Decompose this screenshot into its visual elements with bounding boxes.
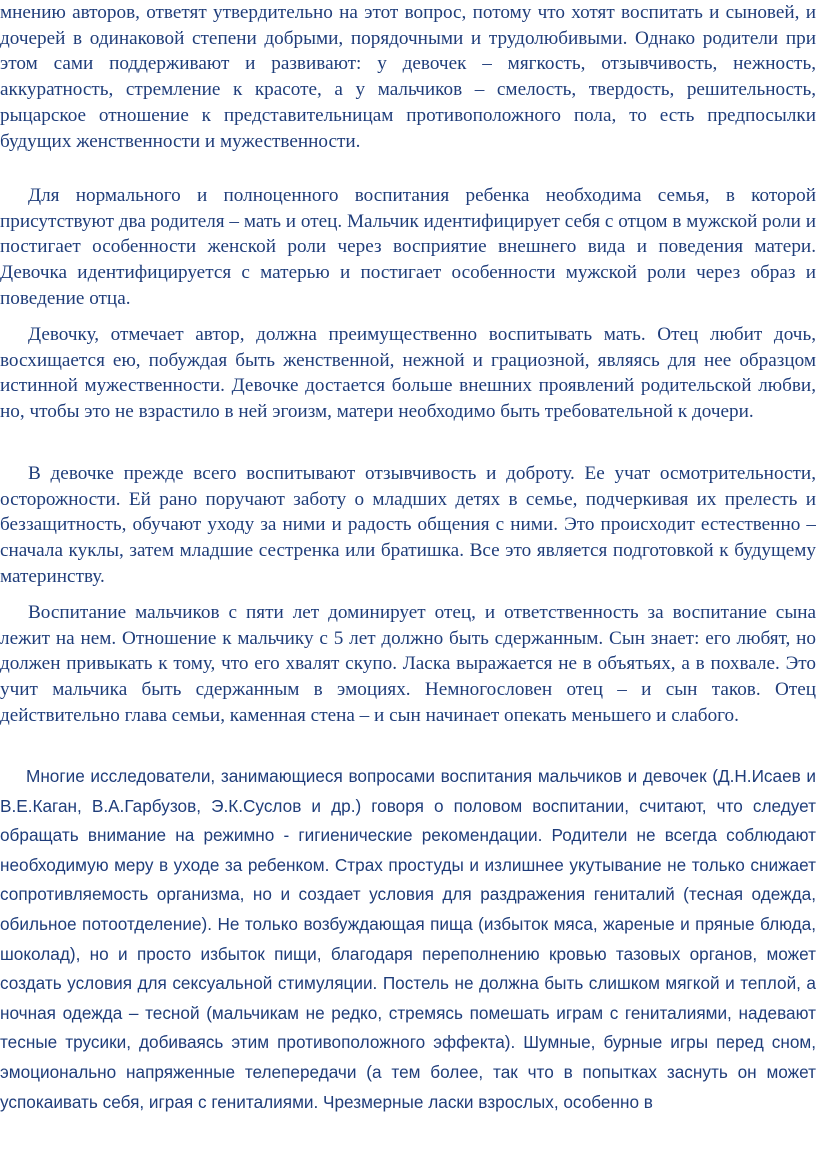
paragraph-1: мнению авторов, ответят утвердительно на этот вопрос, потому что хотят воспитать и сыновей, и дочерей в одинаковой степени добрыми, порядочными и трудолюбивыми. Однако родители при этом сами поддерживают и развивают: у девочек – мягкость, отзывчивость, нежность, аккуратность, стремление к красоте, а у мальчиков – смелость, твердость, решительность, рыцарское отношение к представительницам противоположного пола, то есть предпосылки будущих женственности и мужественности. [0, 2, 816, 152]
paragraph-2: Для нормального и полноценного воспитания ребенка необходима семья, в которой присутствуют два родителя – мать и отец. Мальчик идентифицирует себя с отцом в мужской роли и постигает особенности женской роли через восприятие внешнего вида и поведения матери. Девочка идентифицируется с матерью и постигает особенности мужской роли через образ и поведение отца. [0, 185, 816, 309]
paragraph-4: В девочке прежде всего воспитывают отзывчивость и доброту. Ее учат осмотрительности, осторожности. Ей рано поручают заботу о младших детях в семье, подчеркивая их прелесть и беззащитность, обучают уходу за ними и радость общения с ними. Это происходит естественно – сначала куклы, затем младшие сестренка или братишка. Все это является подготовкой к будущему материнству. [0, 463, 816, 587]
paragraph-5: Воспитание мальчиков с пяти лет доминирует отец, и ответственность за воспитание сына лежит на нем. Отношение к мальчику с 5 лет должно быть сдержанным. Сын знает: его любят, но должен привыкать к тому, что его хвалят скупо. Ласка выражается не в объятьях, а в похвале. Это учит мальчика быть сдержанным в эмоциях. Немногословен отец – и сын таков. Отец действительно глава семьи, каменная стена – и сын начинает опекать меньшего и слабого. [0, 602, 816, 726]
paragraph-3: Девочку, отмечает автор, должна преимущественно воспитывать мать. Отец любит дочь, восхищается ею, побуждая быть женственной, нежной и грациозной, являясь для нее образцом истинной мужественности. Девочке достается больше внешних проявлений родительской любви, но, чтобы это не взрастило в ней эгоизм, матери необходимо быть требовательной к дочери. [0, 324, 816, 423]
paragraph-6: Многие исследователи, занимающиеся вопросами воспитания мальчиков и девочек (Д.Н.Исаев и В.Е.Каган, В.А.Гарбузов, Э.К.Суслов и др.) говоря о половом воспитании, считают, что следует обращать внимание на режимно - гигиенические рекомендации. Родители не всегда соблюдают необходимую меру в уходе за ребенком. Страх простуды и излишнее укутывание не только снижает сопротивляемость организма, но и создает условия для раздражения гениталий (тесная одежда, обильное потоотделение). Не только возбуждающая пища (избыток мяса, жареные и пряные блюда, шоколад), но и просто избыток пищи, благодаря переполнению кровью тазовых органов, может создать условия для сексуальной стимуляции. Постель не должна быть слишком мягкой и теплой, а ночная одежда – тесной (мальчикам не редко, стремясь помешать играм с гениталиями, надевают тесные трусики, добиваясь этим противоположного эффекта). Шумные, бурные игры перед сном, эмоционально напряженные телепередачи (а тем более, так что в попытках заснуть он может успокаивать себя, играя с гениталиями. Чрезмерные ласки взрослых, особенно в [0, 766, 816, 1112]
